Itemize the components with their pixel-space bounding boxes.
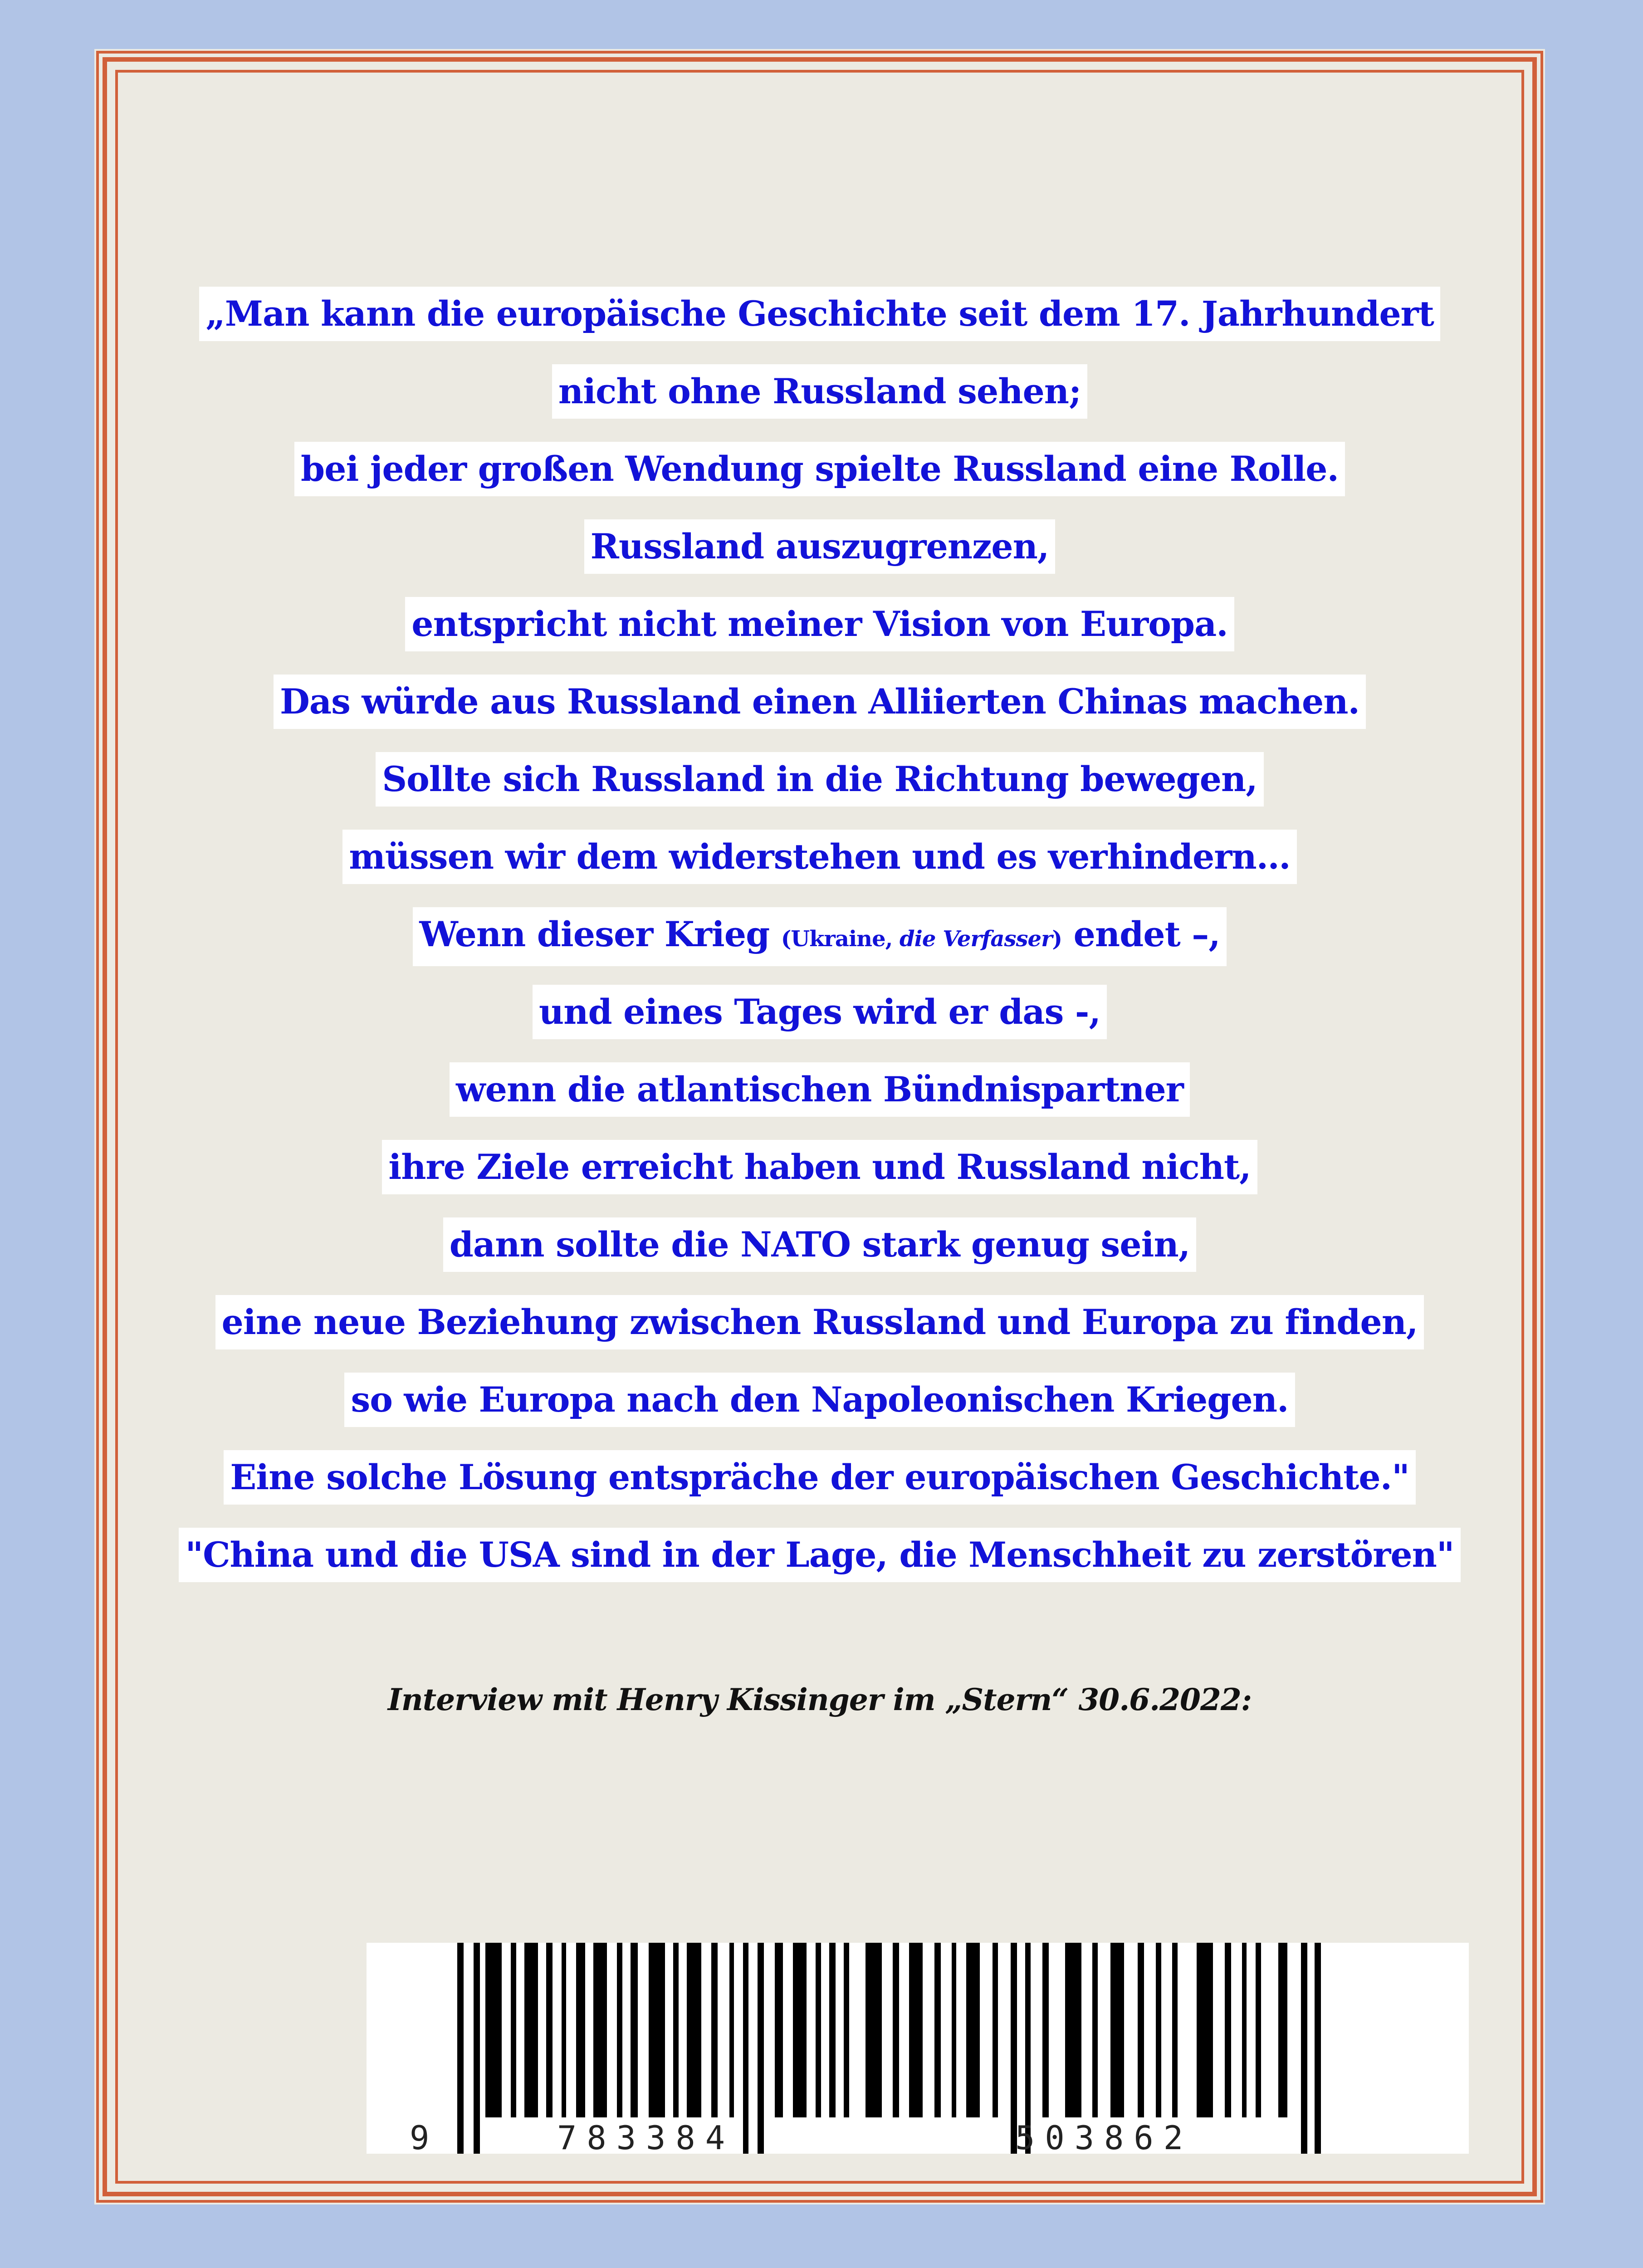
barcode-bar [649,1943,665,2117]
barcode-bar [1110,1943,1124,2117]
quote-line: bei jeder großen Wendung spielte Russland eine Rolle. [94,430,1545,508]
barcode-bar [743,1943,748,2154]
quote-line: Sollte sich Russland in die Richtung bewegen, [94,740,1545,818]
barcode-bar [1278,1943,1287,2117]
quote-text: Wenn dieser Krieg [419,914,781,954]
barcode-bar [816,1943,821,2117]
quote-line: nicht ohne Russland sehen; [94,352,1545,430]
barcode-bar [758,1943,764,2154]
quote-line: Eine solche Lösung entspräche der europäischen Geschichte." [94,1438,1545,1516]
barcode-bar [844,1943,849,2117]
barcode-bar [546,1943,553,2117]
barcode-bar [793,1943,807,2117]
barcode-bar [631,1943,638,2117]
barcode-bar [524,1943,538,2117]
quote-line: dann sollte die NATO stark genug sein, [94,1206,1545,1283]
barcode-bar [934,1943,941,2117]
barcode-bar [593,1943,607,2117]
editor-note: (Ukraine, die Verfasser) [781,926,1062,952]
barcode-bar [893,1943,899,2117]
quote-line: Russland auszugrenzen, [94,508,1545,585]
barcode-digits-left: 783384 [557,2119,735,2157]
barcode-bar [1197,1943,1213,2117]
kissinger-quote [94,275,1545,1593]
barcode-bar [1138,1943,1144,2117]
barcode-bar [829,1943,836,2117]
quote-line: wenn die atlantischen Bündnispartner [94,1051,1545,1128]
barcode-bar [966,1943,980,2117]
barcode-bar [576,1943,585,2117]
barcode-bar [474,1943,480,2154]
isbn-barcode [367,1943,1469,2157]
barcode-bar [673,1943,679,2117]
barcode-bar [711,1943,718,2117]
barcode-bar [457,1943,464,2154]
barcode-bar [1225,1943,1231,2117]
quote-line: entspricht nicht meiner Vision von Europa. [94,585,1545,663]
barcode-bar [1315,1943,1321,2154]
barcode-bar [1172,1943,1178,2117]
barcode-bar [993,1943,998,2117]
barcode-bar [1301,1943,1307,2154]
book-back-cover [94,49,1545,2204]
barcode-bar [687,1943,701,2117]
quote-line: ihre Ziele erreicht haben und Russland nicht, [94,1128,1545,1206]
barcode-bar [1042,1943,1049,2117]
barcode-bar [1092,1943,1098,2117]
barcode-bars [367,1943,1469,2157]
quote-line: "China und die USA sind in der Lage, die Menschheit zu zerstören" [94,1516,1545,1593]
barcode-bar [1156,1943,1161,2117]
quote-line: so wie Europa nach den Napoleonischen Kriegen. [94,1361,1545,1438]
barcode-bar [909,1943,923,2117]
barcode-bar [775,1943,783,2117]
barcode-bar [562,1943,566,2117]
quote-line: und eines Tages wird er das -, [94,973,1545,1051]
barcode-bar [617,1943,622,2117]
barcode-bar [729,1943,734,2117]
barcode-bar [1065,1943,1081,2117]
barcode-bar [866,1943,882,2117]
quote-source: Interview mit Henry Kissinger im „Stern“ 30.6.2022: [387,1682,1252,1717]
quote-line-krieg [94,895,1545,973]
quote-line: müssen wir dem widerstehen und es verhindern… [94,818,1545,895]
quote-line: Das würde aus Russland einen Alliierten Chinas machen. [94,663,1545,740]
barcode-bar [511,1943,516,2117]
quote-line: „Man kann die europäische Geschichte seit dem 17. Jahrhundert [94,275,1545,352]
barcode-bar [485,1943,502,2117]
barcode-digits-right: 503862 [1015,2119,1193,2157]
quote-text: endet –, [1062,914,1220,954]
barcode-bar [952,1943,956,2117]
quote-line: eine neue Beziehung zwischen Russland und Europa zu finden, [94,1283,1545,1361]
barcode-bar [1256,1943,1261,2117]
barcode-digit-lead: 9 [410,2119,440,2157]
barcode-bar [1242,1943,1247,2117]
